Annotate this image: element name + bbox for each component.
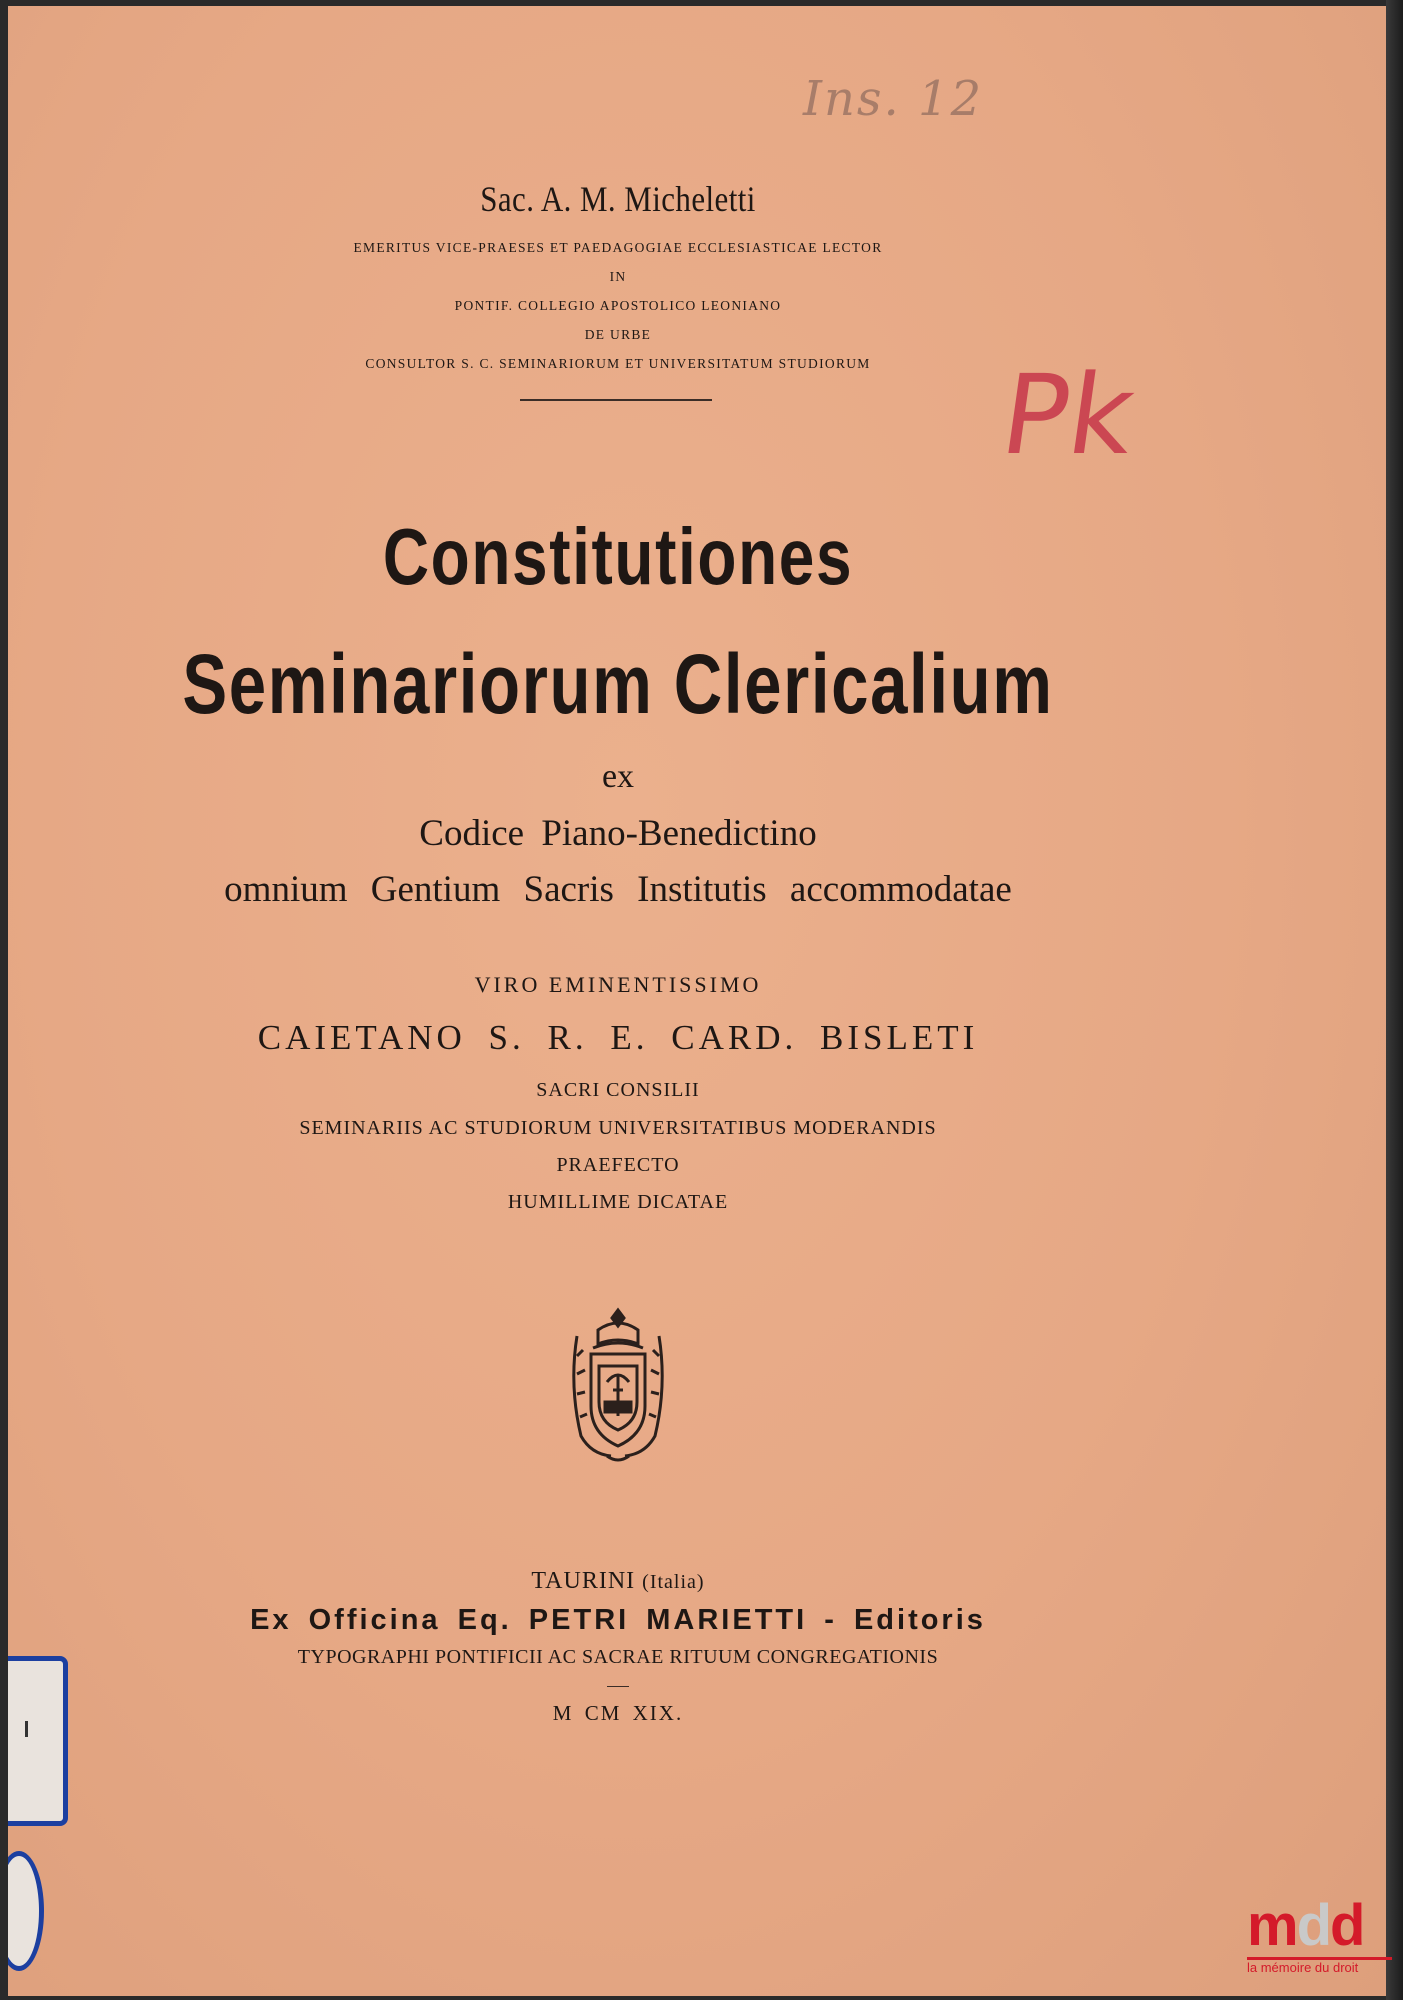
imprint-country: (Italia) — [642, 1571, 705, 1593]
author-credential: EMERITUS VICE-PRAESES ET PAEDAGOGIAE ECCLESIASTICAE LECTOR — [353, 240, 883, 255]
scan-edge — [1386, 0, 1403, 2000]
imprint-publisher: Ex Officina Eq. PETRI MARIETTI - Editoris — [250, 1604, 986, 1636]
dedication-line: PRAEFECTO — [556, 1154, 680, 1176]
logo-letter: m — [1247, 1893, 1297, 1958]
book-title-line-2: Seminariorum Clericalium — [182, 637, 1054, 731]
author-credential: IN — [609, 269, 627, 284]
author-credential: PONTIF. COLLEGIO APOSTOLICO LEONIANO — [454, 298, 782, 313]
dedication-line: SEMINARIIS AC STUDIORUM UNIVERSITATIBUS MODERANDIS — [299, 1117, 937, 1139]
author-name: Sac. A. M. Micheletti — [480, 179, 756, 219]
imprint-year: M CM XIX. — [552, 1701, 684, 1725]
handwritten-shelf-note: Ins. 12 — [803, 71, 984, 127]
dedicatee-name: CAIETANO S. R. E. CARD. BISLETI — [257, 1018, 979, 1057]
papal-coat-of-arms-icon — [563, 1306, 673, 1466]
dedication-line: SACRI CONSILII — [536, 1079, 700, 1101]
author-credential: DE URBE — [584, 327, 652, 342]
book-cover — [8, 6, 1386, 1996]
imprint-printer-note: TYPOGRAPHI PONTIFICII AC SACRAE RITUUM CONGREGATIONIS — [297, 1646, 939, 1668]
red-pencil-mark: Pk — [994, 351, 1143, 479]
imprint-city: TAURINI — [531, 1568, 636, 1594]
divider-rule — [520, 399, 712, 401]
subtitle-purpose: omnium Gentium Sacris Institutis accommodatae — [224, 869, 1012, 910]
imprint-place — [8, 1568, 1228, 1595]
watermark-logo — [1247, 1893, 1397, 1975]
book-title-line-1: Constitutiones — [382, 512, 854, 601]
logo-letter: d — [1330, 1893, 1364, 1958]
watermark-tagline: la mémoire du droit — [1247, 1960, 1359, 1975]
dedication-intro: VIRO EMINENTISSIMO — [474, 972, 762, 997]
divider-rule — [607, 1686, 629, 1687]
dedication-line: HUMILLIME DICATAE — [507, 1191, 729, 1213]
author-credential: CONSULTOR S. C. SEMINARIORUM ET UNIVERSITATUM STUDIORUM — [365, 356, 871, 371]
watermark-logo-mark — [1247, 1893, 1397, 1958]
library-label-sticker — [8, 1656, 68, 1826]
subtitle-codex: Codice Piano-Benedictino — [419, 813, 817, 854]
sticker-mark — [25, 1721, 28, 1737]
library-label-sticker — [8, 1851, 44, 1971]
subtitle-ex: ex — [601, 758, 635, 795]
logo-letter: d — [1296, 1893, 1331, 1958]
